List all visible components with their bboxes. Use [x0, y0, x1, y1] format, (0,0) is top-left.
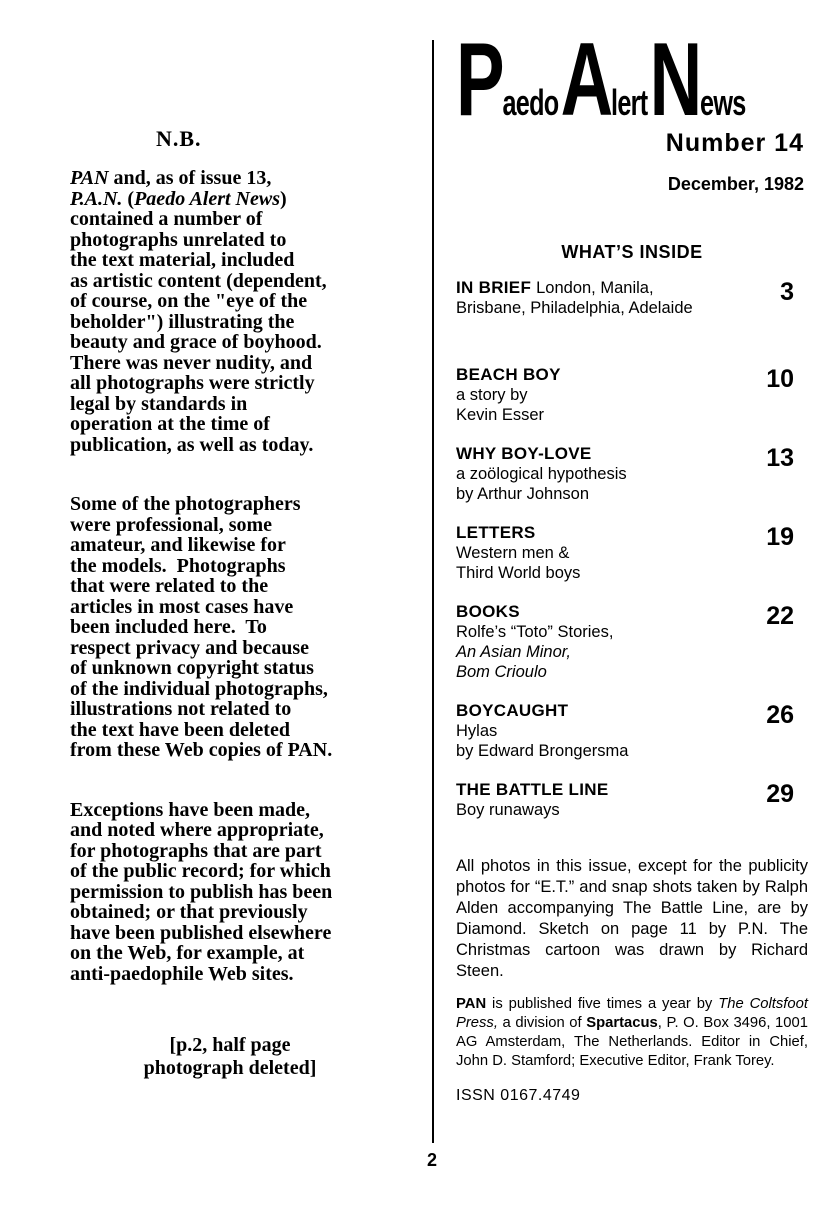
toc-entry-text: [456, 278, 738, 318]
column-divider: [432, 40, 434, 1143]
publisher-info: PAN is published five times a year by The Coltsfoot Press, a division of Spartacus, P. O. Box 3496, 1001 AG Amsterdam, The Netherlands. Editor in Chief, John D. Stamford; Executive Editor, Frank Torey.: [456, 996, 808, 1069]
toc-entry-title: LETTERS: [456, 523, 536, 542]
toc-entry-title: BEACH BOY: [456, 365, 561, 384]
note-paragraph-3: Exceptions have been made, and noted where appropriate, for photographs that are part of the public record; for which permission to publish has been obtained; or that previously have been published elsewhere on the Web, for example, at anti-paedophile Web sites.: [70, 798, 333, 985]
toc-entry-page: 10: [766, 365, 794, 393]
toc-entry-text: [456, 602, 738, 682]
toc-entry-title: THE BATTLE LINE: [456, 780, 609, 799]
toc-list: [456, 278, 808, 820]
logo-text-lert: lert: [611, 82, 648, 123]
toc-entry-why-boy-love: [456, 444, 808, 504]
toc-entry-page: 19: [766, 523, 794, 551]
photo-credits: All photos in this issue, except for the publicity photos for “E.T.” and snap shots taken by Ralph Alden accompanying The Battle Line, are by Diamond. Sketch on page 11 by P.N. The Christmas cartoon was drawn by Richard Steen.: [456, 857, 808, 980]
toc-entry-books: [456, 602, 808, 682]
toc-entry-desc: Boy runaways: [456, 801, 560, 819]
logo-initial-a: A: [560, 22, 614, 138]
toc-entry-beach-boy: [456, 365, 808, 425]
toc-entry-text: [456, 780, 738, 820]
toc-entry-page: 3: [780, 278, 794, 306]
logo-initial-p: P: [456, 22, 505, 138]
toc-entry-desc: Hylas by Edward Brongersma: [456, 722, 629, 760]
right-column: [456, 22, 808, 1104]
toc-entry-text: [456, 365, 738, 425]
toc-heading: WHAT’S INSIDE: [561, 242, 703, 262]
logo-text-aedo: aedo: [502, 82, 559, 123]
note-paragraph-1: PAN and, as of issue 13, P.A.N. (Paedo Alert News) contained a number of photographs unrelated to the text material, included as artistic content (dependent, of course, on the "eye of the beholder") illustrating the beauty and grace of boyhood. There was never nudity, and all photographs were strictly legal by standards in operation at the time of publication, as well as today.: [70, 167, 327, 456]
toc-entry-text: [456, 444, 738, 504]
toc-entry-desc: Rolfe’s “Toto” Stories, An Asian Minor, Bom Crioulo: [456, 623, 614, 681]
toc-entry-title: WHY BOY-LOVE: [456, 444, 592, 463]
issue-number: Number 14: [665, 129, 804, 157]
toc-entry-text: [456, 523, 738, 583]
toc-entry-desc: Western men & Third World boys: [456, 544, 581, 582]
page-number: 2: [426, 1150, 437, 1170]
logo-text-ews: ews: [700, 82, 746, 123]
toc-entry-boycaught: [456, 701, 808, 761]
logo-initial-n: N: [649, 22, 703, 138]
pan-logo: [456, 22, 746, 138]
left-column: [70, 127, 422, 1080]
issue-date: December, 1982: [667, 174, 804, 194]
toc-entry-desc: a story by Kevin Esser: [456, 386, 545, 424]
toc-entry-title: BOOKS: [456, 602, 520, 621]
toc-entry-page: 22: [766, 602, 794, 630]
toc-entry-letters: [456, 523, 808, 583]
toc-entry-desc: a zoölogical hypothesis by Arthur Johnson: [456, 465, 627, 503]
deleted-photo-note: [p.2, half page photograph deleted]: [143, 1034, 317, 1079]
toc-entry-title: BOYCAUGHT: [456, 701, 569, 720]
toc-entry-text: [456, 701, 738, 761]
toc-entry-in-brief: [456, 278, 808, 318]
toc-entry-page: 29: [766, 780, 794, 808]
nb-heading: N.B.: [156, 126, 202, 151]
toc-entry-page: 26: [766, 701, 794, 729]
toc-entry-title: IN BRIEF: [456, 278, 532, 297]
toc-entry-desc: London, Manila, Brisbane, Philadelphia, Adelaide: [456, 279, 693, 317]
toc-entry-battle-line: [456, 780, 808, 820]
issn: ISSN 0167.4749: [456, 1087, 581, 1104]
note-paragraph-2: Some of the photographers were professional, some amateur, and likewise for the models. Photographs that were related to the articles in most cases have been included here. To respect privacy and because of unknown copyright status of the individual photographs, illustrations not related to the text have been deleted from these Web copies of PAN.: [70, 493, 333, 761]
toc-entry-page: 13: [766, 444, 794, 472]
